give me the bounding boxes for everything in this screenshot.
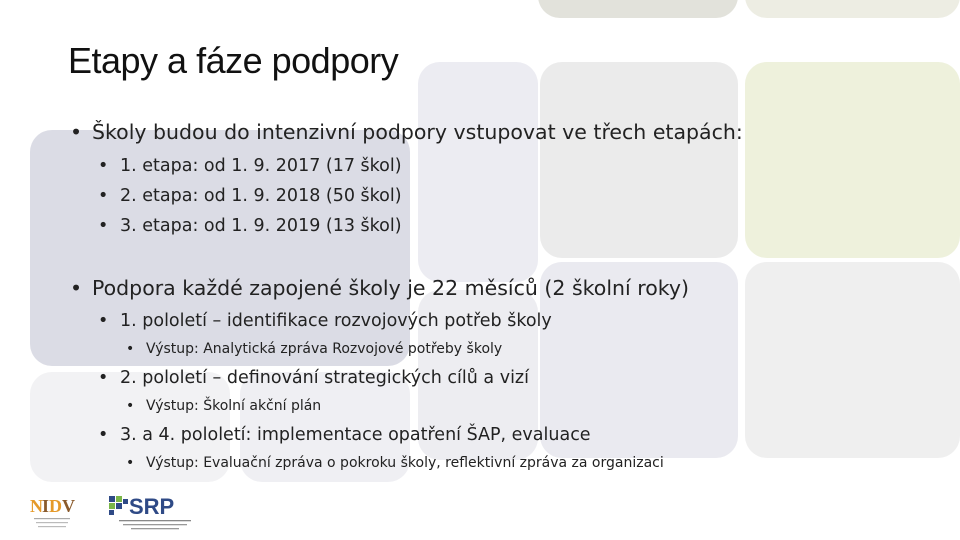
- decorative-square: [540, 62, 738, 258]
- bullet-dot: •: [126, 341, 135, 357]
- bullet-dot: •: [70, 120, 83, 144]
- bullet-dot: •: [126, 398, 135, 414]
- bullet-dot: •: [98, 368, 109, 388]
- bullet-text: Výstup: Školní akční plán: [146, 398, 322, 414]
- bullet-dot: •: [98, 311, 109, 331]
- bullet-dot: •: [70, 276, 83, 300]
- bullet-item: [98, 368, 529, 388]
- bullet-dot: •: [98, 216, 109, 236]
- svg-text:N: N: [30, 496, 43, 516]
- decorative-square: [538, 0, 738, 18]
- bullet-item: [126, 455, 664, 471]
- bullet-text: Výstup: Analytická zpráva Rozvojové potřeby školy: [146, 341, 503, 357]
- srp-logo: [107, 490, 207, 536]
- decorative-square: [745, 262, 960, 458]
- bullet-dot: •: [98, 425, 109, 445]
- bullet-text: 1. etapa: od 1. 9. 2017 (17 škol): [120, 156, 402, 176]
- bullet-item: [98, 425, 591, 445]
- bullet-dot: •: [98, 156, 109, 176]
- decorative-square: [745, 0, 960, 18]
- bullet-text: Podpora každé zapojené školy je 22 měsíců (2 školní roky): [92, 276, 690, 300]
- bullet-item: [70, 276, 689, 300]
- bullet-item: [98, 156, 402, 176]
- svg-text:I: I: [42, 496, 50, 516]
- decorative-square: [745, 62, 960, 258]
- bullet-dot: •: [98, 186, 109, 206]
- svg-text:D: D: [49, 496, 62, 516]
- bullet-text: Školy budou do intenzivní podpory vstupovat ve třech etapách:: [92, 120, 743, 144]
- bullet-item: [98, 216, 402, 236]
- bullet-item: [70, 120, 743, 144]
- bullet-item: [126, 341, 502, 357]
- svg-text:V: V: [62, 496, 75, 516]
- nidv-logo: [28, 492, 78, 536]
- bullet-text: 2. pololetí – definování strategických cílů a vizí: [120, 368, 529, 388]
- bullet-text: 3. a 4. pololetí: implementace opatření ŠAP, evaluace: [120, 425, 591, 445]
- bullet-text: Výstup: Evaluační zpráva o pokroku školy, reflektivní zpráva za organizaci: [146, 455, 664, 471]
- bullet-text: 1. pololetí – identifikace rozvojových potřeb školy: [120, 311, 552, 331]
- slide-title: Etapy a fáze podpory: [68, 40, 399, 81]
- bullet-text: 2. etapa: od 1. 9. 2018 (50 škol): [120, 186, 402, 206]
- bullet-item: [98, 311, 552, 331]
- svg-text:SRP: SRP: [129, 494, 175, 519]
- bullet-item: [98, 186, 402, 206]
- bullet-dot: •: [126, 455, 135, 471]
- decorative-square: [418, 62, 538, 282]
- bullet-item: [126, 398, 321, 414]
- bullet-text: 3. etapa: od 1. 9. 2019 (13 škol): [120, 216, 402, 236]
